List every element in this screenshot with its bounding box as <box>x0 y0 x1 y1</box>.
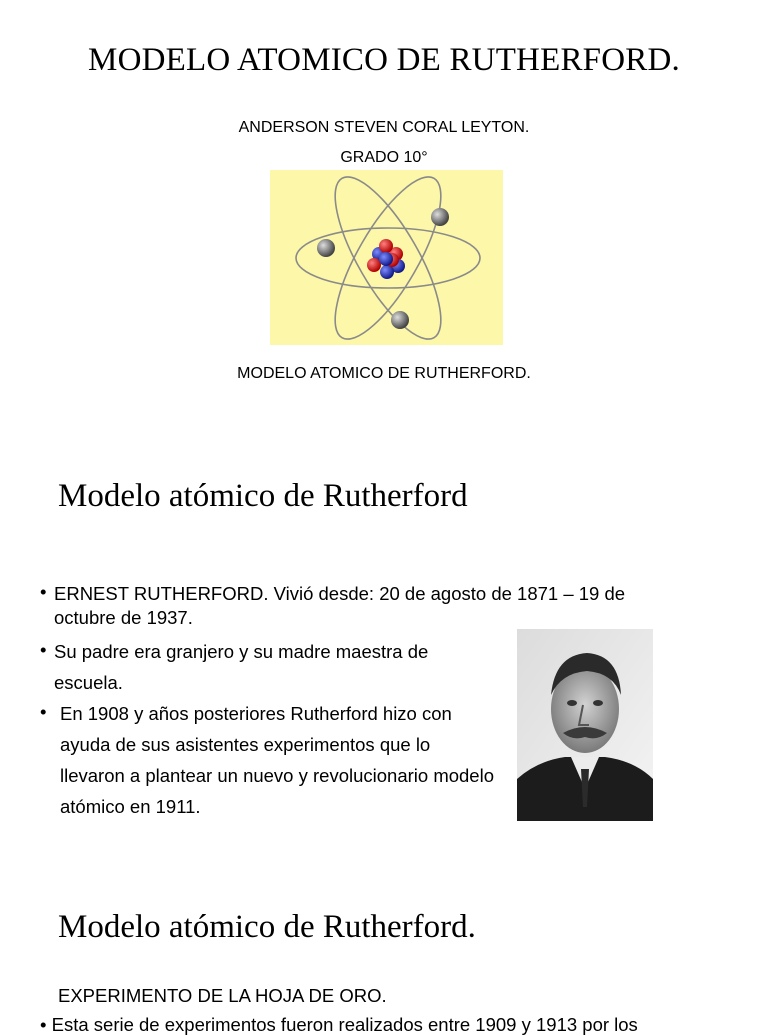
bullet-icon: • <box>40 581 47 602</box>
bullet-icon: • <box>40 1014 47 1035</box>
bullet-icon: • <box>40 639 47 660</box>
atom-model-image <box>270 170 503 345</box>
section-heading: EXPERIMENTO DE LA HOJA DE ORO. <box>58 985 387 1006</box>
list-item-text: Esta serie de experimentos fueron realizados entre 1909 y 1913 por los <box>51 1014 638 1035</box>
list-item-text: Su padre era granjero y su madre maestra de escuela. <box>54 641 429 693</box>
list-item <box>40 582 670 630</box>
slide-title: Modelo atómico de Rutherford <box>58 478 468 514</box>
slide-title: MODELO ATOMICO DE RUTHERFORD. <box>88 42 680 78</box>
slide-caption: MODELO ATOMICO DE RUTHERFORD. <box>237 365 531 382</box>
list-item <box>40 698 500 822</box>
bullet-icon: • <box>40 701 47 722</box>
atom-model-icon <box>270 170 503 345</box>
rutherford-portrait <box>517 629 653 821</box>
list-item <box>40 1014 638 1036</box>
list-item-text: En 1908 y años posteriores Rutherford hizo con ayuda de sus asistentes experimentos que lo llevaron a plantear un nuevo y revolucionario modelo atómico en 1911. <box>60 703 494 817</box>
list-item-text: ERNEST RUTHERFORD. Vivió desde: 20 de agosto de 1871 – 19 de octubre de 1937. <box>54 583 626 628</box>
list-item <box>40 636 474 698</box>
author-name: ANDERSON STEVEN CORAL LEYTON. <box>238 119 530 136</box>
rutherford-portrait-photo <box>517 629 653 821</box>
grade-label: GRADO 10° <box>340 149 428 166</box>
slide-title: Modelo atómico de Rutherford. <box>58 909 476 945</box>
